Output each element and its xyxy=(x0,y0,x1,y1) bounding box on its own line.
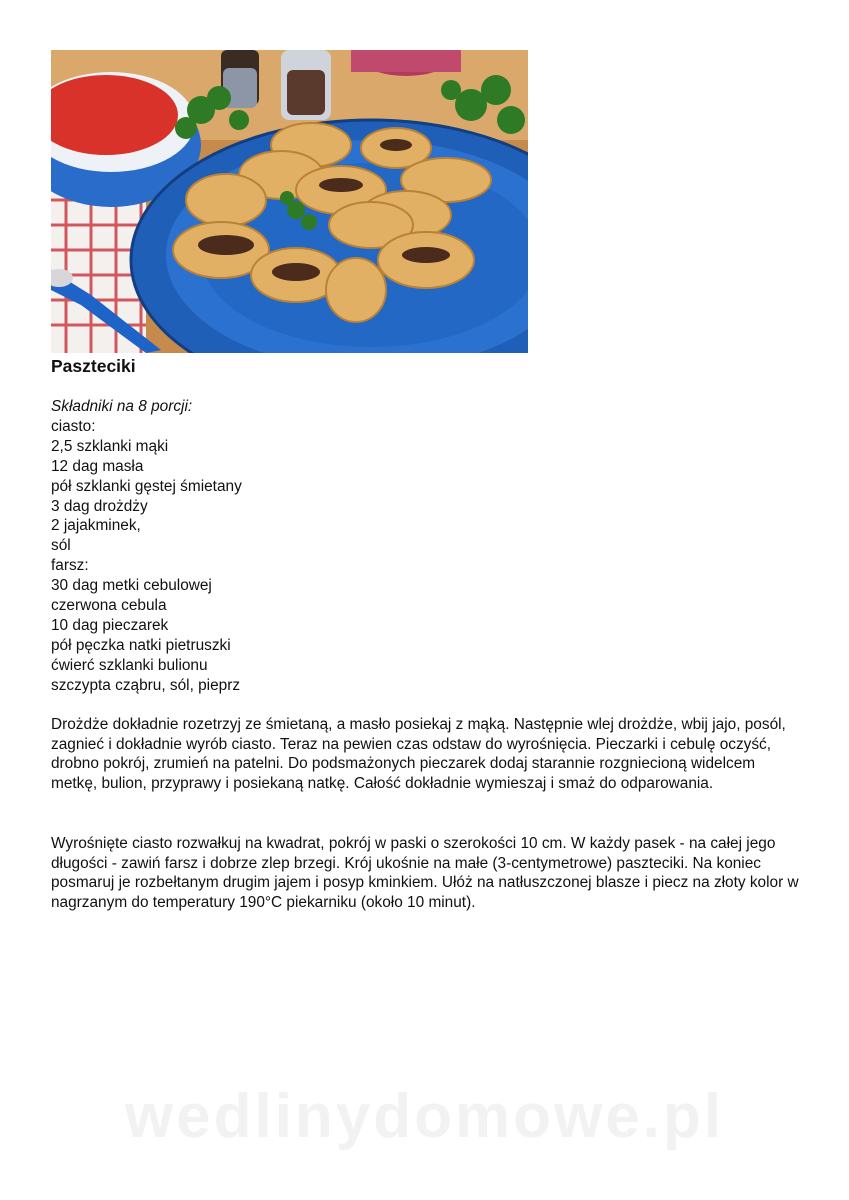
recipe-title: Paszteciki xyxy=(51,356,136,376)
ingredient-line: czerwona cebula xyxy=(51,597,167,615)
ingredient-line: pół pęczka natki pietruszki xyxy=(51,636,231,654)
ingredient-line: 2,5 szklanki mąki xyxy=(51,437,169,455)
ingredients-list xyxy=(51,397,242,696)
ingredient-line: szczypta cząbru, sól, pieprz xyxy=(51,676,241,694)
ingredient-line: 2 jajakminek, xyxy=(51,517,141,535)
instructions-paragraph-1: Drożdże dokładnie rozetrzyj ze śmietaną, a masło posiekaj z mąką. Następnie wlej drożdże, wbij jajo, posól, zagnieć i dokładnie wyrób ciasto. Teraz na pewien czas odstaw do wyrośnięcia. Pieczarki i cebulę oczyść, drobno pokrój, zrumień na patelni. Do podsmażonych pieczarek dodaj starannie rozgniecioną widelcem metkę, bulion, przyprawy i posiekaną natkę. Całość dokładnie wymieszaj i smaż do odparowania. xyxy=(51,716,786,793)
ingredient-line: 3 dag drożdży xyxy=(51,497,148,515)
ingredient-line: ciasto: xyxy=(51,417,96,435)
ingredient-line: ćwierć szklanki bulionu xyxy=(51,656,208,674)
ingredient-line: 30 dag metki cebulowej xyxy=(51,577,212,595)
watermark: wedlinydomowe.pl xyxy=(124,1082,725,1151)
ingredient-line: 12 dag masła xyxy=(51,457,144,475)
ingredient-line: 10 dag pieczarek xyxy=(51,616,169,634)
ingredients-heading: Składniki na 8 porcji: xyxy=(51,398,193,415)
instructions-paragraph-2: Wyrośnięte ciasto rozwałkuj na kwadrat, pokrój w paski o szerokości 10 cm. W każdy pasek - na całej jego długości - zawiń farsz i dobrze zlep brzegi. Krój ukośnie na małe (3-centymetrowe) paszteciki. Na koniec posmaruj je rozbełtanym drugim jajem i posyp kminkiem. Ułóż na natłuszczonej blasze i piecz na złoty kolor w nagrzanym do temperatury 190°C piekarniku (około 10 minut). xyxy=(51,835,799,912)
ingredient-line: farsz: xyxy=(51,557,89,575)
recipe-photo xyxy=(51,50,528,353)
ingredient-line: sól xyxy=(51,537,71,555)
ingredient-line: pół szklanki gęstej śmietany xyxy=(51,477,242,495)
